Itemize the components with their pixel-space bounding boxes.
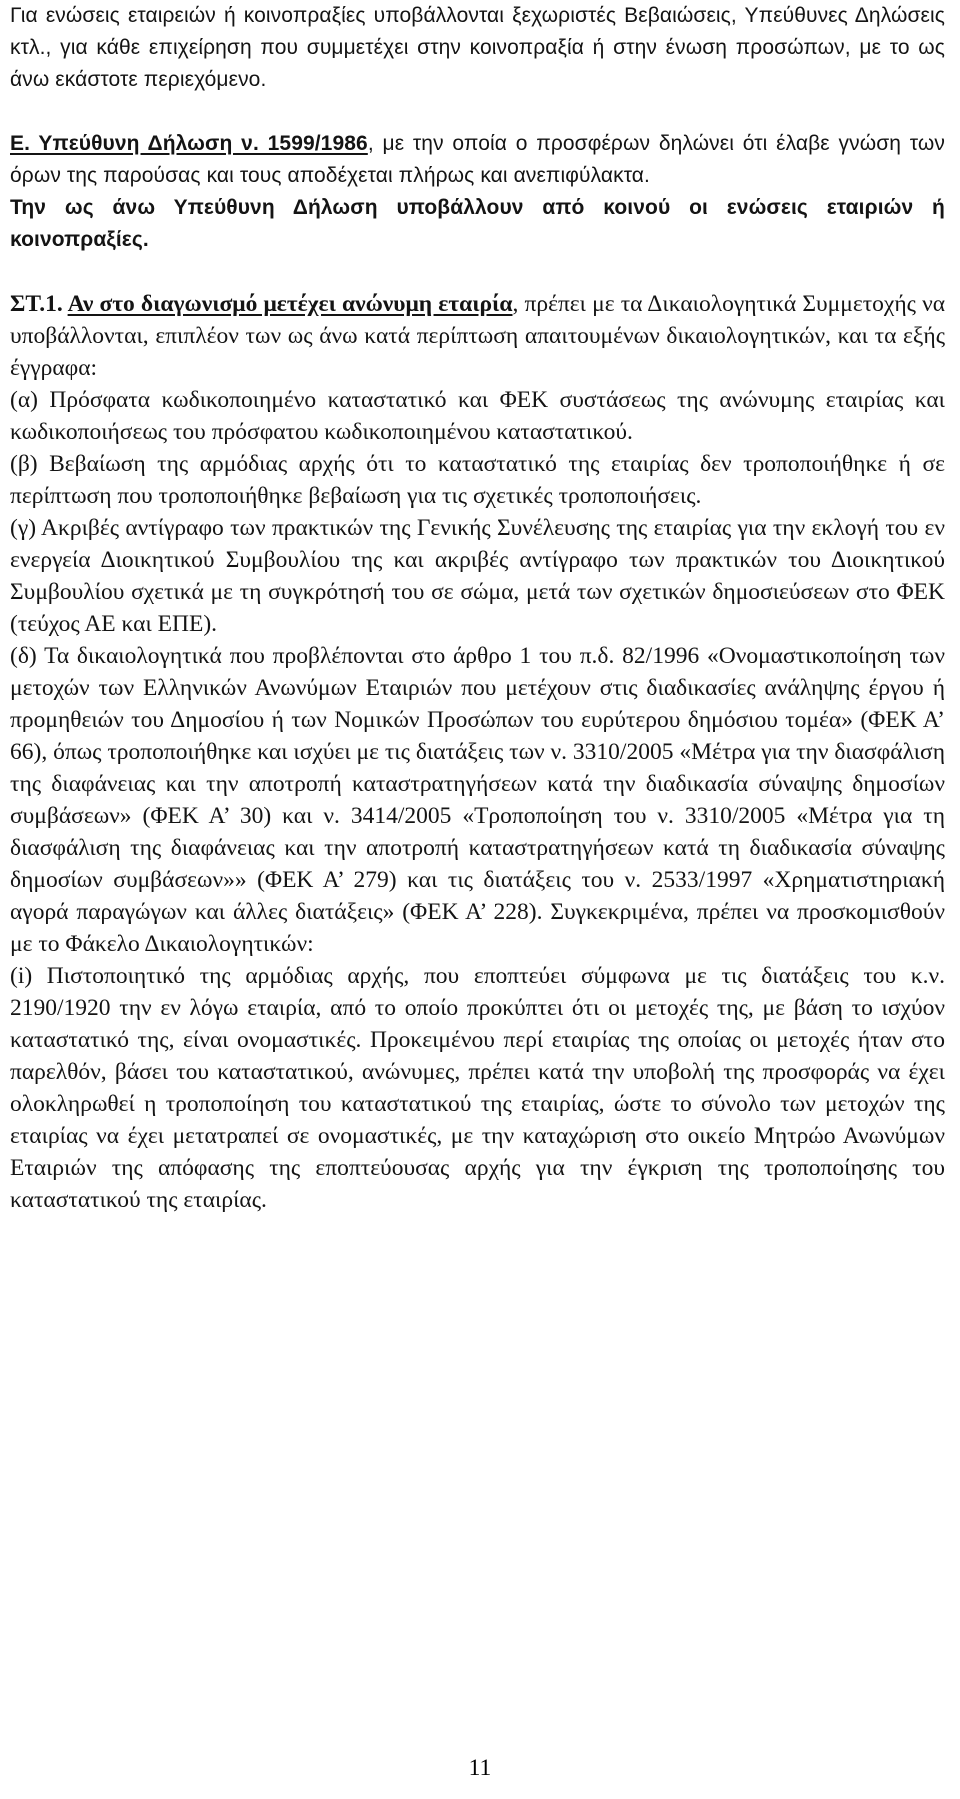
paragraph-gap [10, 96, 945, 128]
paragraph-joint-submission: Την ως άνω Υπεύθυνη Δήλωση υποβάλλουν από κοινού οι ενώσεις εταιριών ή κοινοπραξίες. [10, 196, 945, 251]
list-item-a: (α) Πρόσφατα κωδικοποιημένο καταστατικό και ΦΕΚ συστάσεως της ανώνυμης εταιρίας και κωδικοποιήσεως του πρόσφατου κωδικοποιημένου καταστατικού. [10, 387, 945, 445]
paragraph-joint-ventures: Για ενώσεις εταιρειών ή κοινοπραξίες υποβάλλονται ξεχωριστές Βεβαιώσεις, Υπεύθυνες Δηλώσεις κτλ., για κάθε επιχείρηση που συμμετέχει στην κοινοπραξία ή στην ένωση προσώπων, με το ως άνω εκάστοτε περιεχόμενο. [10, 4, 945, 91]
paragraph-st1 [10, 288, 945, 384]
section-heading: Αν στο διαγωνισμό μετέχει ανώνυμη εταιρία [67, 291, 513, 317]
declaration-heading: Ε. Υπεύθυνη Δήλωση ν. 1599/1986 [10, 132, 368, 155]
declaration-text: , με την οποία ο προσφέρων δηλώνει ότι έλαβε γνώση των όρων της παρούσας και τους αποδέχεται πλήρως και ανεπιφύλακτα. [10, 132, 945, 187]
page-number: 11 [468, 1755, 492, 1781]
list-item-i: (i) Πιστοποιητικό της αρμόδιας αρχής, που εποπτεύει σύμφωνα με τις διατάξεις του κ.ν. 2190/1920 την εν λόγω εταιρία, από το οποίο προκύπτει ότι οι μετοχές της, με βάση το ισχύον καταστατικό της, είναι ονομαστικές. Προκειμένου περί εταιρίας της οποίας οι μετοχές ήταν στο παρελθόν, βάσει του καταστατικού, ανώνυμες, πρέπει κατά την υποβολή της προσφοράς να έχει ολοκληρωθεί η τροποποίηση του καταστατικού της εταιρίας, ώστε το σύνολο των μετοχών της εταιρίας να έχει μετατραπεί σε ονομαστικές, με την καταχώριση στο οικείο Μητρώο Ανωνύμων Εταιριών της απόφασης της εποπτεύουσας αρχής για την έγκριση της τροποποίησης του καταστατικού της εταιρίας. [10, 963, 945, 1213]
list-item-d: (δ) Τα δικαιολογητικά που προβλέπονται στο άρθρο 1 του π.δ. 82/1996 «Ονομαστικοποίηση των μετοχών των Ελληνικών Ανωνύμων Εταιριών που μετέχουν στις διαδικασίες ανάληψης έργου ή προμηθειών του Δημοσίου ή των Νομικών Προσώπων του ευρύτερου δημόσιου τομέα» (ΦΕΚ Α’ 66), όπως τροποποιήθηκε και ισχύει με τις διατάξεις των ν. 3310/2005 «Μέτρα για την διασφάλιση της διαφάνειας και την αποτροπή καταστρατηγήσεων κατά την διαδικασία σύναψης δημοσίων συμβάσεων» (ΦΕΚ Α’ 30) και ν. 3414/2005 «Τροποποίηση του ν. 3310/2005 «Μέτρα για τη διασφάλιση της διαφάνειας και την αποτροπή καταστρατηγήσεων κατά τη διαδικασία σύναψης δημοσίων συμβάσεων»» (ΦΕΚ Α’ 279) και τις διατάξεις του ν. 2533/1997 «Χρηματιστηριακή αγορά παραγώγων και άλλες διατάξεις» (ΦΕΚ Α’ 228). Συγκεκριμένα, πρέπει να προσκομισθούν με το Φάκελο Δικαιολογητικών: [10, 643, 945, 957]
paragraph-gap [10, 256, 945, 288]
list-item-c: (γ) Ακριβές αντίγραφο των πρακτικών της Γενικής Συνέλευσης της εταιρίας για την εκλογή του εν ενεργεία Διοικητικού Συμβουλίου της και ακριβές αντίγραφο των πρακτικών του Διοικητικού Συμβουλίου σχετικά με τη συγκρότησή του σε σώμα, μετά των σχετικών δημοσιεύσεων στο ΦΕΚ (τεύχος ΑΕ και ΕΠΕ). [10, 515, 945, 637]
paragraph-declaration-e [10, 128, 945, 192]
list-item-b: (β) Βεβαίωση της αρμόδιας αρχής ότι το καταστατικό της εταιρίας δεν τροποποιήθηκε ή σε περίπτωση που τροποποιήθηκε βεβαίωση για τις σχετικές τροποποιήσεις. [10, 451, 945, 509]
section-intro: , πρέπει με τα Δικαιολογητικά Συμμετοχής να υποβάλλονται, επιπλέον των ως άνω κατά περίπτωση απαιτουμένων δικαιολογητικών, και τα εξής έγγραφα: [10, 291, 946, 381]
section-number: ΣΤ.1. [10, 291, 68, 317]
